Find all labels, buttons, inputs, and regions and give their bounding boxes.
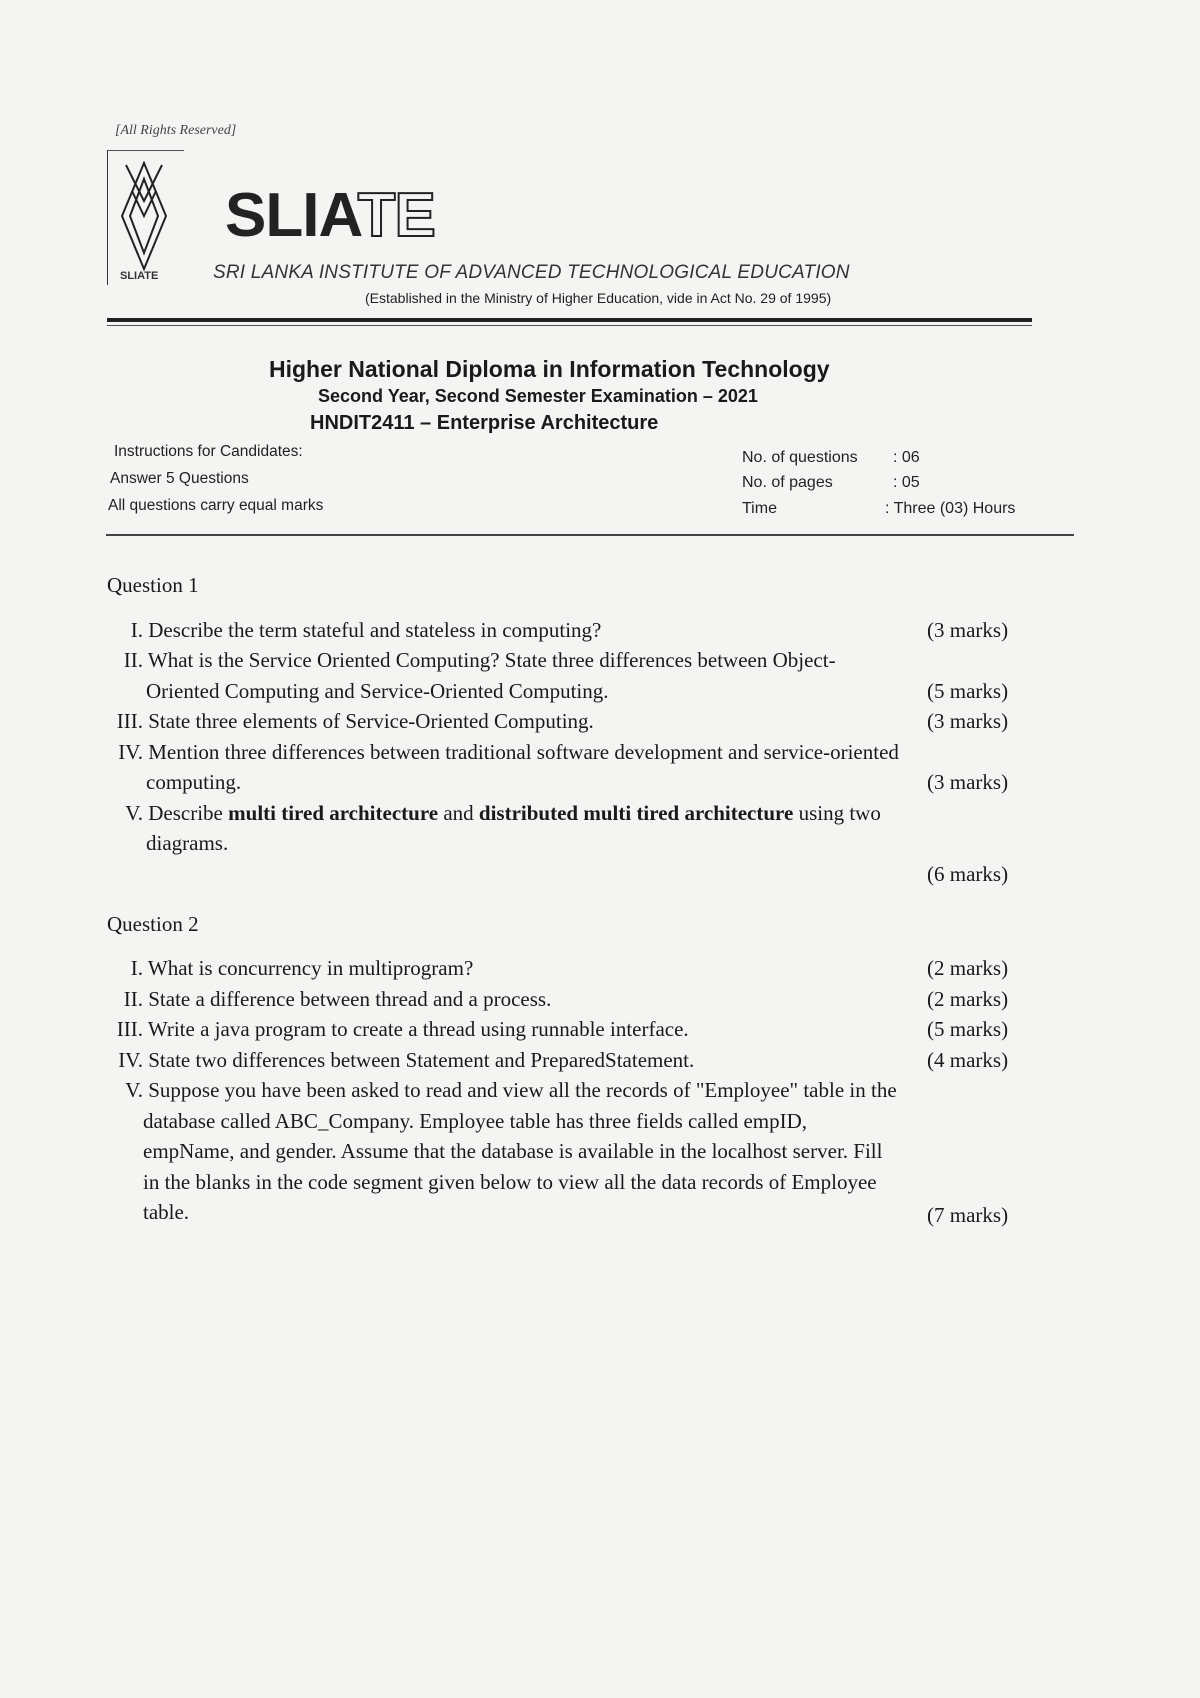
diamond-emblem-icon: [112, 161, 176, 281]
sliate-logo: [107, 150, 184, 285]
q1-item-5-marks: (6 marks): [927, 862, 1009, 886]
q1-item-5-cont: diagrams.: [146, 831, 229, 855]
logo-caption: SLIATE: [120, 270, 159, 282]
q1-item-4: IV. Mention three differences between traditional software development and service-oriented: [118, 740, 899, 764]
q1-item-2: II. What is the Service Oriented Computing? State three differences between Object-: [123, 648, 836, 672]
q2-item-5: V. Suppose you have been asked to read and view all the records of "Employee" table in the: [125, 1078, 897, 1102]
exam-subtitle: Second Year, Second Semester Examination – 2021: [318, 386, 758, 406]
q2-item-1-marks: (2 marks): [927, 956, 1009, 980]
q1-item-3: III. State three elements of Service-Oriented Computing.: [116, 709, 594, 733]
exam-title: Higher National Diploma in Information Technology: [269, 356, 830, 382]
instructions-line-2: All questions carry equal marks: [108, 497, 324, 514]
instructions-divider: [106, 534, 1074, 536]
q2-item-3: III. Write a java program to create a thread using runnable interface.: [116, 1017, 689, 1041]
q1-item-1: I. Describe the term stateful and stateless in computing?: [130, 618, 602, 642]
q1-item-2-marks: (5 marks): [927, 679, 1009, 703]
brand-wordmark: [225, 181, 435, 250]
time-label: Time: [742, 500, 777, 517]
rights-notice: [All Rights Reserved]: [115, 123, 237, 138]
q1-item-5: V. Describe multi tired architecture and distributed multi tired architecture using two: [125, 801, 881, 825]
pages-value: : 05: [893, 474, 920, 491]
q2-item-4: IV. State two differences between Statement and PreparedStatement.: [118, 1048, 695, 1072]
questions-label: No. of questions: [742, 449, 858, 466]
course-title: HNDIT2411 – Enterprise Architecture: [310, 412, 659, 434]
q2-item-5-line-5: table.: [143, 1200, 190, 1224]
q2-item-2-marks: (2 marks): [927, 987, 1009, 1011]
questions-value: : 06: [893, 449, 920, 466]
q2-item-2: II. State a difference between thread and a process.: [123, 987, 552, 1011]
q2-item-3-marks: (5 marks): [927, 1017, 1009, 1041]
q2-item-5-line-3: empName, and gender. Assume that the database is available in the localhost server. Fill: [143, 1139, 883, 1163]
q2-item-5-line-4: in the blanks in the code segment given below to view all the data records of Employee: [143, 1170, 877, 1194]
pages-label: No. of pages: [742, 474, 833, 491]
time-value: : Three (03) Hours: [885, 500, 1016, 517]
instructions-heading: Instructions for Candidates:: [114, 443, 303, 460]
header-divider: [107, 318, 1032, 322]
q1-item-4-marks: (3 marks): [927, 770, 1009, 794]
q2-item-1: I. What is concurrency in multiprogram?: [130, 956, 474, 980]
q2-item-4-marks: (4 marks): [927, 1048, 1009, 1072]
q1-item-1-marks: (3 marks): [927, 618, 1009, 642]
established-note: (Established in the Ministry of Higher Education, vide in Act No. 29 of 1995): [365, 290, 832, 306]
brand-solid: SLIA: [225, 181, 358, 250]
q1-item-2-cont: Oriented Computing and Service-Oriented Computing.: [146, 679, 609, 703]
q1-item-4-cont: computing.: [146, 770, 242, 794]
q2-item-5-marks: (7 marks): [927, 1203, 1009, 1227]
q1-item-3-marks: (3 marks): [927, 709, 1009, 733]
brand-outline: TE: [357, 181, 435, 250]
question-1-heading: Question 1: [107, 573, 199, 597]
q2-item-5-line-2: database called ABC_Company. Employee table has three fields called empID,: [143, 1109, 808, 1133]
institute-name: SRI LANKA INSTITUTE OF ADVANCED TECHNOLOGICAL EDUCATION: [213, 262, 850, 283]
header-divider-thin: [107, 325, 1032, 326]
question-2-heading: Question 2: [107, 912, 199, 936]
instructions-line-1: Answer 5 Questions: [110, 470, 249, 487]
